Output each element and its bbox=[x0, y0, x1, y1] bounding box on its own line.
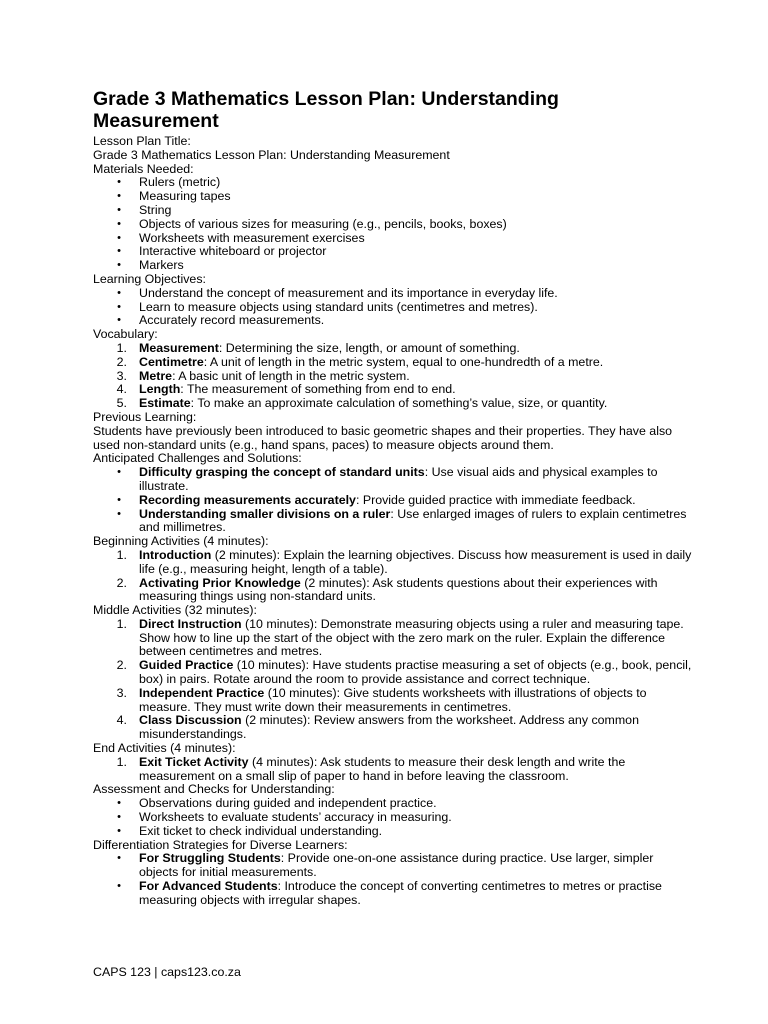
bullet-marker: • bbox=[117, 176, 121, 189]
list-item: 1. Measurement: Determining the size, length, or amount of something. bbox=[116, 340, 520, 355]
beginning-list bbox=[93, 549, 693, 604]
vocabulary-list bbox=[93, 342, 693, 411]
bullet-marker: • bbox=[117, 203, 121, 216]
differentiation-list bbox=[93, 852, 693, 907]
list-item: • Measuring tapes bbox=[93, 190, 693, 204]
objectives-list bbox=[93, 287, 693, 328]
middle-list bbox=[93, 618, 693, 742]
list-item: • Worksheets with measurement exercises bbox=[93, 232, 693, 246]
list-item: • For Struggling Students: Provide one-on-one assistance during practice. Use larger, simpler objects for initial measurements. bbox=[117, 851, 654, 880]
end-heading: End Activities (4 minutes): bbox=[93, 741, 236, 756]
list-item: • Recording measurements accurately: Provide guided practice with immediate feedback. bbox=[117, 492, 636, 507]
list-item: • Exit ticket to check individual understanding. bbox=[117, 823, 383, 838]
challenges-heading: Anticipated Challenges and Solutions: bbox=[93, 451, 302, 466]
assessment-list bbox=[93, 797, 693, 838]
list-item: • Interactive whiteboard or projector bbox=[93, 245, 693, 259]
bullet-marker: • bbox=[117, 190, 121, 203]
document-title: Grade 3 Mathematics Lesson Plan: Understanding Measurement bbox=[93, 88, 559, 132]
list-item: 3. Independent Practice (10 minutes): Give students worksheets with illustrations of objects to measure. They must write down their measurements in centimetres. bbox=[116, 685, 647, 714]
vocabulary-heading: Vocabulary: bbox=[93, 327, 158, 342]
differentiation-heading: Differentiation Strategies for Diverse Learners: bbox=[93, 837, 348, 852]
previous-learning-text: Students have previously been introduced to basic geometric shapes and their properties. They have also used non-standard units (e.g., hand spans, paces) to measure objects around them. bbox=[93, 423, 673, 452]
document-page bbox=[93, 88, 693, 908]
list-item: • Worksheets to evaluate students’ accuracy in measuring. bbox=[117, 810, 452, 825]
list-item: 3. Metre: A basic unit of length in the metric system. bbox=[116, 368, 410, 383]
end-list bbox=[93, 756, 693, 784]
list-item: 1. Exit Ticket Activity (4 minutes): Ask students to measure their desk length and write the measurement on a small slip of paper to hand in before leaving the classroom. bbox=[116, 754, 626, 783]
list-item: 2. Guided Practice (10 minutes): Have students practise measuring a set of objects (e.g., book, pencil, box) in pairs. Rotate around the room to provide assistance and correct technique. bbox=[116, 658, 692, 687]
list-item: 4. Length: The measurement of something from end to end. bbox=[116, 382, 456, 397]
list-item: • Markers bbox=[93, 259, 693, 273]
lesson-plan-title-label: Lesson Plan Title: bbox=[93, 134, 191, 148]
bullet-marker: • bbox=[117, 286, 121, 299]
bullet-marker: • bbox=[117, 300, 121, 313]
bullet-marker: • bbox=[117, 259, 121, 272]
bullet-marker: • bbox=[117, 245, 121, 258]
list-item: • String bbox=[93, 204, 693, 218]
list-item: • Understand the concept of measurement and its importance in everyday life. bbox=[93, 287, 693, 301]
materials-heading: Materials Needed: bbox=[93, 161, 194, 176]
list-item: • Accurately record measurements. bbox=[93, 314, 693, 328]
middle-heading: Middle Activities (32 minutes): bbox=[93, 603, 257, 618]
bullet-marker: • bbox=[117, 314, 121, 327]
list-item: • Learn to measure objects using standard units (centimetres and metres). bbox=[93, 301, 693, 315]
list-item: • Difficulty grasping the concept of standard units: Use visual aids and physical examples to illustrate. bbox=[117, 465, 658, 493]
list-item: 1. Introduction (2 minutes): Explain the learning objectives. Discuss how measurement is used in daily life (e.g., measuring height, length of a table). bbox=[116, 547, 692, 576]
list-item: 5. Estimate: To make an approximate calculation of something’s value, size, or quantity. bbox=[116, 396, 608, 411]
bullet-marker: • bbox=[117, 217, 121, 230]
page-footer: CAPS 123 | caps123.co.za bbox=[93, 965, 241, 979]
materials-list bbox=[93, 176, 693, 273]
list-item: • Rulers (metric) bbox=[93, 176, 693, 190]
list-item: 1. Direct Instruction (10 minutes): Demonstrate measuring objects using a ruler and measuring tape. Show how to line up the start of the object with the zero mark on the ruler. Explain the difference between centimetres and metres. bbox=[116, 616, 684, 659]
beginning-heading: Beginning Activities (4 minutes): bbox=[93, 534, 269, 549]
challenges-list bbox=[93, 466, 693, 535]
list-item: • Understanding smaller divisions on a ruler: Use enlarged images of rulers to explain centimetres and millimetres. bbox=[117, 506, 687, 535]
list-item: 4. Class Discussion (2 minutes): Review answers from the worksheet. Address any common misunderstandings. bbox=[116, 713, 639, 742]
list-item: • For Advanced Students: Introduce the concept of converting centimetres to metres or practise measuring objects with irregular shapes. bbox=[117, 879, 662, 907]
list-item: 2. Activating Prior Knowledge (2 minutes): Ask students questions about their experiences with measuring things using non-standard units. bbox=[116, 575, 658, 604]
bullet-marker: • bbox=[117, 231, 121, 244]
previous-learning-heading: Previous Learning: bbox=[93, 409, 197, 424]
objectives-heading: Learning Objectives: bbox=[93, 271, 206, 286]
assessment-heading: Assessment and Checks for Understanding: bbox=[93, 782, 335, 797]
list-item: • Observations during guided and independent practice. bbox=[117, 796, 437, 811]
list-item: • Objects of various sizes for measuring (e.g., pencils, books, boxes) bbox=[93, 218, 693, 232]
list-item: 2. Centimetre: A unit of length in the metric system, equal to one-hundredth of a metre. bbox=[116, 354, 604, 369]
lesson-plan-title-value: Grade 3 Mathematics Lesson Plan: Understanding Measurement bbox=[93, 147, 450, 162]
